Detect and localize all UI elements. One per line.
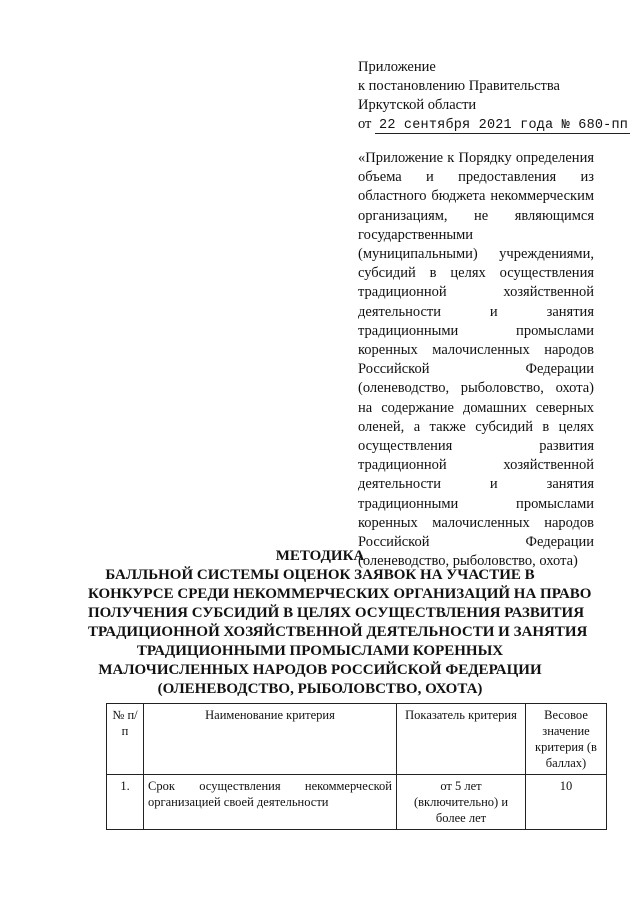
annex-date-row <box>358 115 629 135</box>
row-indicator: от 5 лет (включительно) и более лет <box>397 775 526 830</box>
order-annex-text: «Приложение к Порядку определения объема и предоставления из областного бюджета некоммерческим организациям, не являющимся государственными (муниципальными) учреждениями, субсидий в целях осуществления традиционной хозяйственной деятельности и занятия традиционными промыслами коренных малочисленных народов Российской Федерации (оленеводство, рыболовство, охота) на содержание домашних северных оленей, а также субсидий в целях осуществления развития традиционной хозяйственной деятельности и занятия традиционными промыслами коренных малочисленных народов Российской Федерации (оленеводство, рыболовство, охота) <box>358 150 594 570</box>
header-weight: Весовое значение критерия (в баллах) <box>526 704 607 775</box>
document-title <box>88 547 592 699</box>
header-criterion-indicator: Показатель критерия <box>397 704 526 775</box>
header-number: № п/п <box>107 704 144 775</box>
annex-line-3: Иркутской области <box>358 97 477 113</box>
criteria-table <box>106 703 607 830</box>
row-number: 1. <box>107 775 144 830</box>
header-criterion-name: Наименование критерия <box>144 704 397 775</box>
row-criterion: Срок осуществления некоммерческой организацией своей деятельности <box>144 775 397 830</box>
order-annex-block <box>358 149 594 571</box>
row-weight: 10 <box>526 775 607 830</box>
title-line-7: МАЛОЧИСЛЕННЫХ НАРОДОВ РОССИЙСКОЙ ФЕДЕРАЦИИ <box>98 662 542 678</box>
title-line-2: БАЛЛЬНОЙ СИСТЕМЫ ОЦЕНОК ЗАЯВОК НА УЧАСТИЕ В <box>105 567 535 583</box>
title-line-3: КОНКУРСЕ СРЕДИ НЕКОММЕРЧЕСКИХ ОРГАНИЗАЦИЙ НА ПРАВО <box>88 586 592 602</box>
title-line-8: (ОЛЕНЕВОДСТВО, РЫБОЛОВСТВО, ОХОТА) <box>157 681 483 697</box>
table-row <box>107 775 607 830</box>
annex-line-2: к постановлению Правительства <box>358 78 560 94</box>
title-line-1: МЕТОДИКА <box>275 548 365 564</box>
title-line-4: ПОЛУЧЕНИЯ СУБСИДИЙ В ЦЕЛЯХ ОСУЩЕСТВЛЕНИЯ РАЗВИТИЯ <box>88 605 585 621</box>
annex-line-1: Приложение <box>358 59 436 75</box>
annex-date-value: 22 сентября 2021 года № 680-пп <box>375 118 630 134</box>
title-line-6: ТРАДИЦИОННЫМИ ПРОМЫСЛАМИ КОРЕННЫХ <box>136 643 504 659</box>
table-header-row <box>107 704 607 775</box>
title-line-5: ТРАДИЦИОННОЙ ХОЗЯЙСТВЕННОЙ ДЕЯТЕЛЬНОСТИ И ЗАНЯТИЯ <box>88 624 588 640</box>
annex-date-prefix: от <box>358 116 372 132</box>
annex-header <box>358 58 629 135</box>
